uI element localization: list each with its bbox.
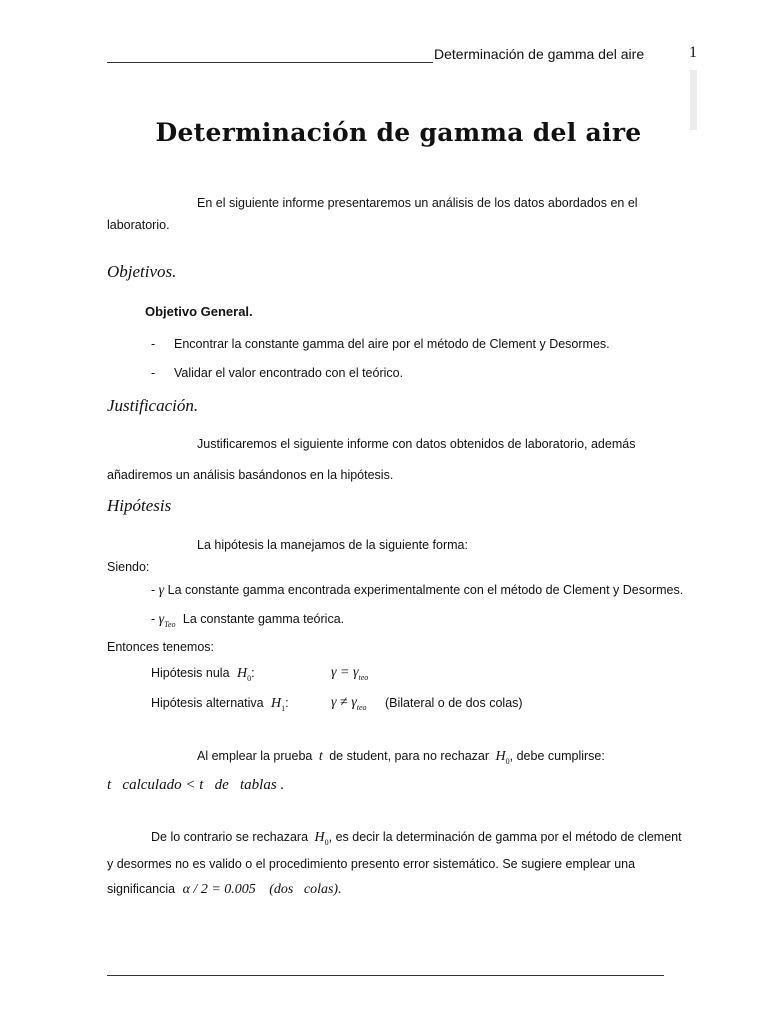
bullet-item: Validar el valor encontrado con el teórico.: [174, 366, 404, 380]
header-rule: [107, 62, 433, 63]
entonces-label: Entonces tenemos:: [107, 640, 215, 654]
H0-symbol: $H_0$: [495, 749, 510, 766]
justificacion-line-2: añadiremos un análisis basándonos en la hipótesis.: [107, 468, 394, 482]
dos-colas: (dos colas).: [269, 882, 342, 897]
gamma-teo-symbol: $\gamma_{Teo}$: [158, 612, 176, 629]
bullet-dash: -: [151, 337, 156, 351]
hipotesis-intro: La hipótesis la manejamos de la siguiente forma:: [197, 538, 468, 552]
prueba-t-line: Al emplear la prueba t de student, para no rechazar $H_0$, debe cumplirse:: [197, 749, 605, 766]
alpha-equation: α / 2 = 0.005: [182, 882, 256, 897]
gamma-symbol: γ: [158, 583, 165, 598]
nula-equation: $\gamma = \gamma_{teo}$: [331, 665, 369, 682]
footer-rule: [107, 975, 664, 976]
heading-justificacion: Justificación.: [107, 396, 199, 415]
contrario-line-1: De lo contrario se rechazara $H_0$, es decir la determinación de gamma por el método de clement: [151, 830, 682, 847]
bullet-item: Encontrar la constante gamma del aire por el método de Clement y Desormes.: [174, 337, 610, 351]
subheading-objetivo-general: Objetivo General.: [145, 304, 253, 319]
H0-symbol: $H_0$: [237, 666, 252, 683]
hipotesis-nula-label: Hipótesis nula $H_0$:: [151, 666, 255, 683]
page-number: 1: [689, 44, 697, 61]
intro-line-1: En el siguiente informe presentaremos un análisis de los datos abordados en el: [197, 196, 638, 210]
gamma-teo-definition: - $\gamma_{Teo}$ La constante gamma teórica.: [151, 612, 345, 629]
H1-symbol: $H_1$: [271, 696, 286, 713]
siendo-label: Siendo:: [107, 560, 150, 574]
page-title: Determinación de gamma del aire: [155, 118, 642, 147]
bullet-dash: -: [151, 366, 156, 380]
hipotesis-alternativa-label: Hipótesis alternativa $H_1$:: [151, 696, 289, 713]
t-criterion: t calculado < t de tablas .: [107, 777, 285, 793]
t-symbol: t: [318, 749, 323, 764]
header-running-title: Determinación de gamma del aire: [434, 46, 645, 62]
intro-line-2: laboratorio.: [107, 218, 170, 232]
justificacion-line-1: Justificaremos el siguiente informe con datos obtenidos de laboratorio, además: [197, 437, 636, 451]
heading-objetivos: Objetivos.: [107, 262, 177, 281]
gamma-definition: - γ La constante gamma encontrada experimentalmente con el método de Clement y Desormes.: [151, 583, 684, 598]
H0-symbol: $H_0$: [314, 830, 329, 847]
alternativa-equation: $\gamma \ne \gamma_{teo}$: [331, 695, 367, 712]
contrario-line-2: y desormes no es valido o el procedimiento presento error sistemático. Se sugiere emplear una: [107, 857, 636, 871]
heading-hipotesis: Hipótesis: [107, 496, 172, 515]
alternativa-note: (Bilateral o de dos colas): [385, 696, 523, 710]
significancia-line: significancia α / 2 = 0.005 (dos colas).: [107, 882, 342, 897]
